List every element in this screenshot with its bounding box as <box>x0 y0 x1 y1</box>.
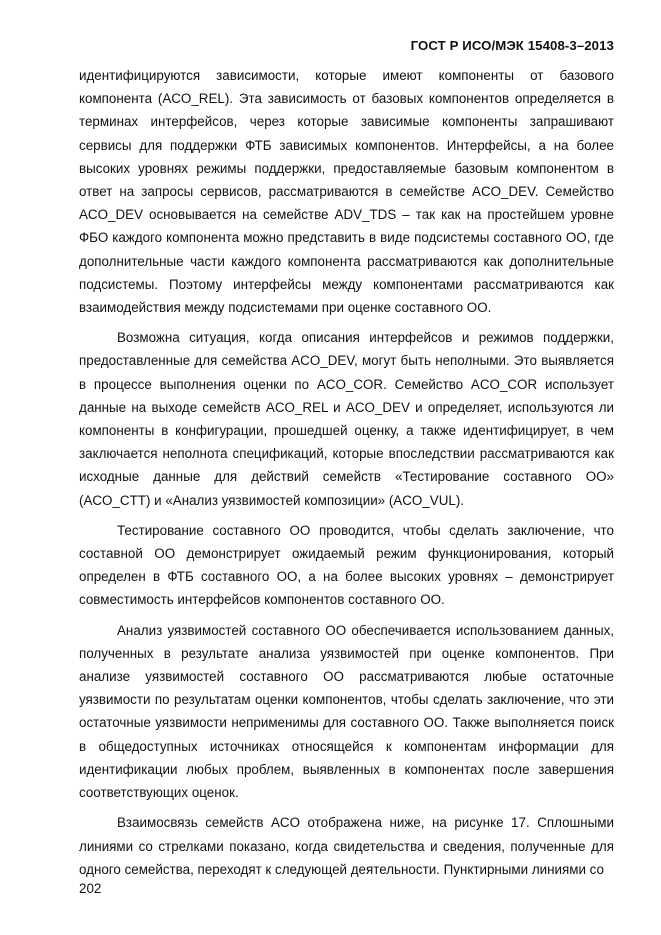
paragraph-1: идентифицируются зависимости, которые имеют компоненты от базового компонента (ACO_REL). Эта зависимость от базовых компонентов определяется в терминах интерфейсов, через которые зависимые компоненты запрашивают сервисы для поддержки ФТБ зависимых компонентов. Интерфейсы, а на более высоких уровнях режимы поддержки, предоставляемые базовым компонентом в ответ на запросы сервисов, рассматриваются в семействе ACO_DEV. Семейство ACO_DEV основывается на семействе ADV_TDS – так как на простейшем уровне ФБО каждого компонента можно представить в виде подсистемы составного ОО, где дополнительные части каждого компонента рассматриваются как дополнительные подсистемы. Поэтому интерфейсы между компонентами рассматриваются как взаимодействия между подсистемами при оценке составного ОО. <box>79 68 614 316</box>
paragraph-5: Взаимосвязь семейств ACO отображена ниже, на рисунке 17. Сплошными линиями со стрелками показано, когда свидетельства и сведения, полученные для одного семейства, переходят к следующей деятельности. Пунктирными линиями со <box>79 815 614 877</box>
page-number: 202 <box>79 881 102 896</box>
paragraph-3: Тестирование составного ОО проводится, чтобы сделать заключение, что составной ОО демонстрирует ожидаемый режим функционирования, который определен в ФТБ составного ОО, а на более высоких уровнях – демонстрирует совместимость интерфейсов компонентов составного ОО. <box>79 522 614 608</box>
body-text <box>79 64 614 881</box>
page-header-standard: ГОСТ Р ИСО/МЭК 15408-3–2013 <box>410 38 614 53</box>
paragraph-2: Возможна ситуация, когда описания интерфейсов и режимов поддержки, предоставленные для семейства ACO_DEV, могут быть неполными. Это выявляется в процессе выполнения оценки по ACO_COR. Семейство ACO_COR использует данные на выходе семейств ACO_REL и ACO_DEV и определяет, используются ли компоненты в конфигурации, прошедшей оценку, а также идентифицирует, в чем заключается неполнота спецификаций, которые впоследствии рассматриваются как исходные данные для действий семейств «Тестирование составного ОО» (ACO_CTT) и «Анализ уязвимостей композиции» (ACO_VUL). <box>79 330 614 508</box>
paragraph-4: Анализ уязвимостей составного ОО обеспечивается использованием данных, полученных в результате анализа уязвимостей при оценке компонентов. При анализе уязвимостей составного ОО рассматриваются любые остаточные уязвимости по результатам оценки компонентов, чтобы сделать заключение, что эти остаточные уязвимости неприменимы для составного ОО. Также выполняется поиск в общедоступных источниках относящейся к компонентам информации для идентификации любых проблем, выявленных в компонентах после завершения соответствующих оценок. <box>79 622 614 801</box>
